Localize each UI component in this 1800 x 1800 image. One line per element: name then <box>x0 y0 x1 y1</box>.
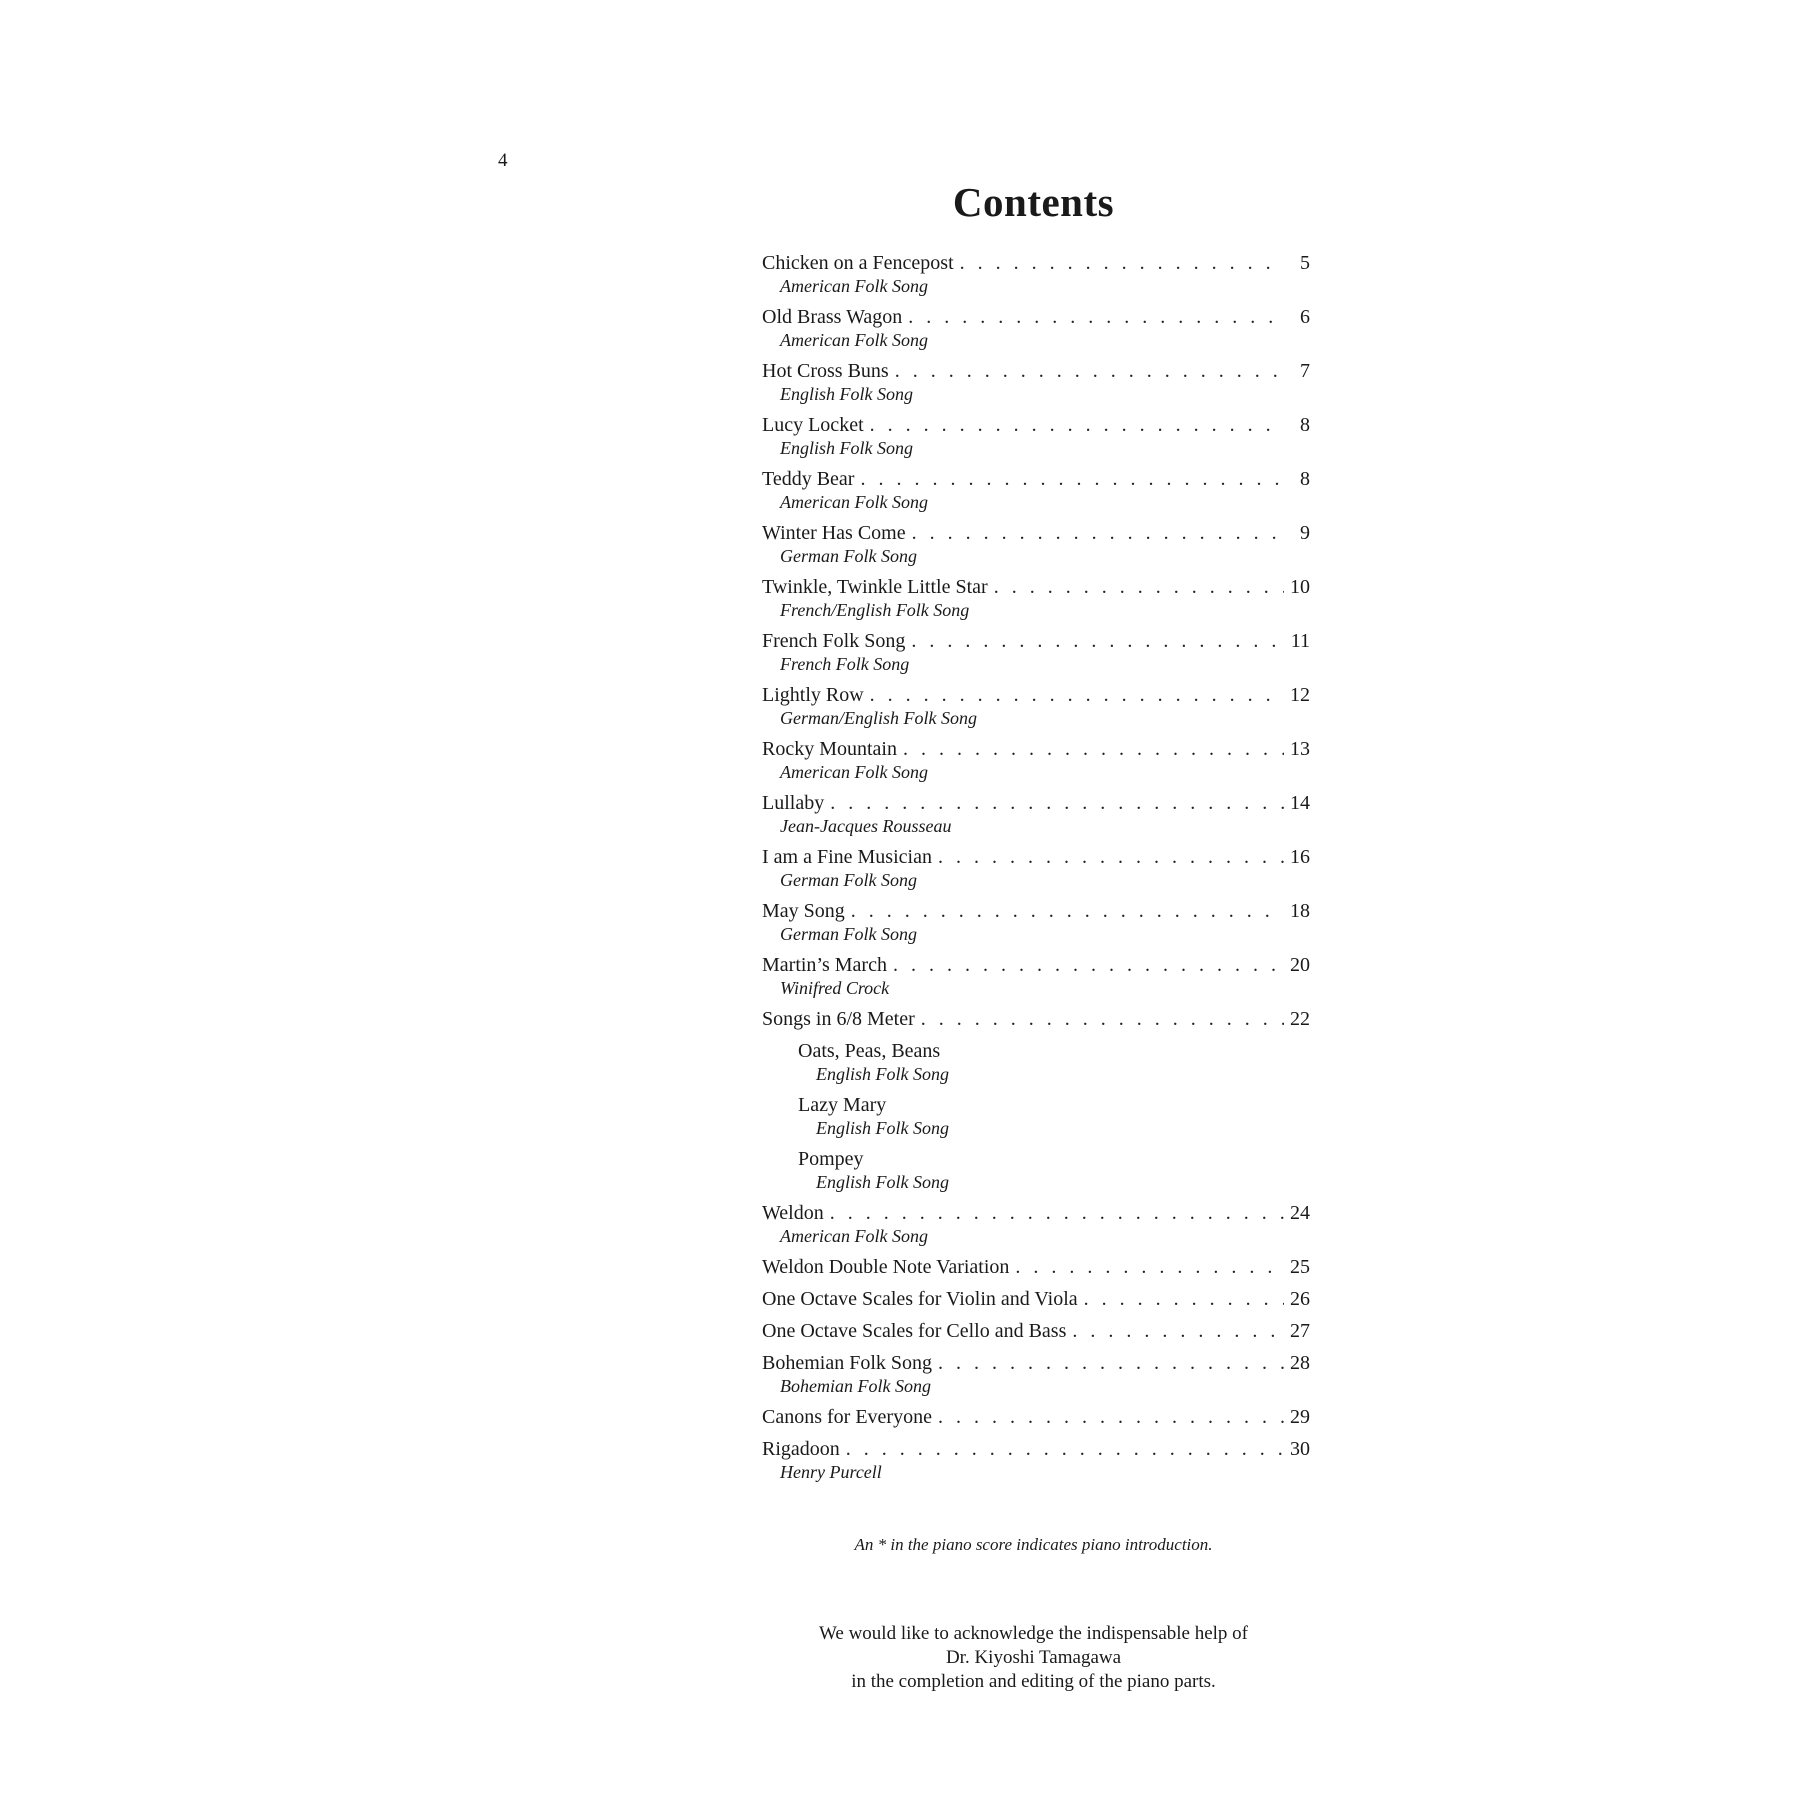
dot-leader <box>895 360 1284 383</box>
toc-entry-composer: English Folk Song <box>816 1064 949 1084</box>
dot-leader <box>893 954 1284 977</box>
toc-line <box>762 738 1310 761</box>
toc-entry-title: May Song <box>762 900 845 922</box>
page-number: 4 <box>498 150 508 171</box>
toc-sub-entry <box>762 1094 1310 1139</box>
toc-entry <box>762 360 1310 405</box>
toc-entry <box>762 1320 1310 1343</box>
dot-leader <box>860 468 1284 491</box>
toc-entry <box>762 1288 1310 1311</box>
toc-entry-page: 16 <box>1290 846 1310 868</box>
acknowledgement-line-2: Dr. Kiyoshi Tamagawa <box>945 1647 1122 1668</box>
table-of-contents <box>762 252 1310 1492</box>
toc-entry-title: Lazy Mary <box>798 1094 887 1116</box>
toc-entry-title: I am a Fine Musician <box>762 846 932 868</box>
toc-entry-page: 6 <box>1300 306 1310 328</box>
toc-entry-composer: English Folk Song <box>780 384 913 404</box>
toc-entry-title: Teddy Bear <box>762 468 855 490</box>
toc-entry-page: 7 <box>1300 360 1310 382</box>
dot-leader <box>938 846 1284 869</box>
toc-entry-composer: English Folk Song <box>816 1118 949 1138</box>
toc-entry <box>762 1352 1310 1397</box>
toc-entry <box>762 468 1310 513</box>
toc-entry <box>762 684 1310 729</box>
toc-entry-composer: Henry Purcell <box>780 1462 882 1482</box>
dot-leader <box>846 1438 1284 1461</box>
toc-entry-page: 30 <box>1290 1438 1310 1460</box>
toc-entry-title: Winter Has Come <box>762 522 906 544</box>
dot-leader <box>938 1406 1284 1429</box>
dot-leader <box>830 792 1284 815</box>
toc-line <box>762 630 1310 653</box>
dot-leader <box>994 576 1284 599</box>
toc-entry-title: One Octave Scales for Cello and Bass <box>762 1320 1067 1342</box>
toc-entry-title: Old Brass Wagon <box>762 306 903 328</box>
toc-entry-page: 12 <box>1290 684 1310 706</box>
dot-leader <box>911 630 1284 653</box>
dot-leader <box>1015 1256 1284 1279</box>
dot-leader <box>908 306 1284 329</box>
toc-entry-title: Bohemian Folk Song <box>762 1352 933 1374</box>
toc-entry-composer: German Folk Song <box>780 546 917 566</box>
toc-line <box>762 846 1310 869</box>
toc-entry <box>762 792 1310 837</box>
dot-leader <box>1084 1288 1284 1311</box>
toc-entry-page: 20 <box>1290 954 1310 976</box>
toc-entry <box>762 1406 1310 1429</box>
toc-entry-page: 28 <box>1290 1352 1310 1374</box>
toc-entry <box>762 738 1310 783</box>
toc-line <box>762 306 1310 329</box>
toc-line <box>798 1040 1310 1063</box>
toc-line <box>762 900 1310 923</box>
toc-entry-composer: American Folk Song <box>780 762 928 782</box>
toc-line <box>762 792 1310 815</box>
acknowledgement-line-3: in the completion and editing of the piano parts. <box>851 1671 1216 1692</box>
toc-line <box>762 522 1310 545</box>
toc-entry-title: French Folk Song <box>762 630 906 652</box>
toc-entry-composer: English Folk Song <box>816 1172 949 1192</box>
toc-entry-page: 10 <box>1290 576 1310 598</box>
dot-leader <box>830 1202 1284 1225</box>
toc-sub-entry <box>762 1148 1310 1193</box>
toc-entry-composer: Winifred Crock <box>780 978 890 998</box>
toc-entry-page: 24 <box>1290 1202 1310 1224</box>
toc-entry <box>762 1256 1310 1279</box>
toc-entry-composer: Jean-Jacques Rousseau <box>780 816 952 836</box>
toc-entry-composer: American Folk Song <box>780 492 928 512</box>
toc-entry-page: 27 <box>1290 1320 1310 1342</box>
toc-entry-composer: French Folk Song <box>780 654 910 674</box>
dot-leader <box>912 522 1284 545</box>
dot-leader <box>921 1008 1284 1031</box>
toc-entry-title: Pompey <box>798 1148 864 1170</box>
toc-line <box>762 1202 1310 1225</box>
toc-entry <box>762 1438 1310 1483</box>
toc-entry-page: 14 <box>1290 792 1310 814</box>
toc-entry-page: 13 <box>1290 738 1310 760</box>
toc-line <box>762 1008 1310 1031</box>
toc-entry-title: Weldon Double Note Variation <box>762 1256 1010 1278</box>
toc-entry <box>762 1202 1310 1247</box>
toc-line <box>762 1320 1310 1343</box>
toc-entry-page: 29 <box>1290 1406 1310 1428</box>
toc-entry <box>762 846 1310 891</box>
page-title: Contents <box>952 179 1115 225</box>
toc-entry <box>762 252 1310 297</box>
toc-entry-composer: English Folk Song <box>780 438 913 458</box>
toc-line <box>762 414 1310 437</box>
toc-entry-page: 8 <box>1300 468 1310 490</box>
toc-entry-title: Songs in 6/8 Meter <box>762 1008 915 1030</box>
toc-entry-composer: French/English Folk Song <box>780 600 970 620</box>
toc-entry-title: Lightly Row <box>762 684 864 706</box>
toc-line <box>762 1352 1310 1375</box>
toc-entry <box>762 630 1310 675</box>
toc-entry-title: Martin’s March <box>762 954 887 976</box>
toc-entry-title: Hot Cross Buns <box>762 360 889 382</box>
toc-line <box>762 252 1310 275</box>
acknowledgement-line-1: We would like to acknowledge the indispensable help of <box>818 1623 1249 1644</box>
toc-line <box>762 468 1310 491</box>
toc-entry-page: 5 <box>1300 252 1310 274</box>
acknowledgement <box>0 1622 1800 1694</box>
toc-line <box>762 1406 1310 1429</box>
toc-entry-title: Lucy Locket <box>762 414 864 436</box>
toc-entry-title: One Octave Scales for Violin and Viola <box>762 1288 1078 1310</box>
toc-entry-composer: American Folk Song <box>780 330 928 350</box>
toc-line <box>762 954 1310 977</box>
toc-line <box>762 684 1310 707</box>
toc-entry <box>762 900 1310 945</box>
toc-entry-composer: German Folk Song <box>780 924 917 944</box>
toc-entry-page: 8 <box>1300 414 1310 436</box>
toc-line <box>762 1438 1310 1461</box>
toc-entry-page: 11 <box>1290 630 1310 652</box>
toc-entry <box>762 1008 1310 1031</box>
toc-entry-composer: American Folk Song <box>780 276 928 296</box>
toc-entry <box>762 954 1310 999</box>
toc-line <box>762 360 1310 383</box>
toc-entry-composer: German/English Folk Song <box>780 708 977 728</box>
toc-entry-page: 25 <box>1290 1256 1310 1278</box>
toc-entry-page: 9 <box>1300 522 1310 544</box>
toc-sub-entry <box>762 1040 1310 1085</box>
toc-entry-title: Oats, Peas, Beans <box>798 1040 941 1062</box>
toc-entry-title: Chicken on a Fencepost <box>762 252 954 274</box>
toc-entry-title: Rocky Mountain <box>762 738 897 760</box>
toc-entry-page: 22 <box>1290 1008 1310 1030</box>
toc-entry-title: Canons for Everyone <box>762 1406 932 1428</box>
toc-entry-title: Weldon <box>762 1202 824 1224</box>
toc-line <box>798 1148 1310 1171</box>
footnote: An * in the piano score indicates piano introduction. <box>854 1535 1213 1554</box>
dot-leader <box>938 1352 1284 1375</box>
toc-entry-title: Rigadoon <box>762 1438 840 1460</box>
toc-line <box>762 1256 1310 1279</box>
toc-entry-composer: American Folk Song <box>780 1226 928 1246</box>
dot-leader <box>903 738 1284 761</box>
dot-leader <box>870 414 1284 437</box>
dot-leader <box>851 900 1284 923</box>
toc-entry-page: 18 <box>1290 900 1310 922</box>
toc-entry-page: 26 <box>1290 1288 1310 1310</box>
toc-entry-title: Lullaby <box>762 792 825 814</box>
toc-line <box>798 1094 1310 1117</box>
toc-entry <box>762 414 1310 459</box>
dot-leader <box>870 684 1284 707</box>
dot-leader <box>1072 1320 1284 1343</box>
toc-entry-title: Twinkle, Twinkle Little Star <box>762 576 988 598</box>
toc-entry <box>762 306 1310 351</box>
toc-entry <box>762 522 1310 567</box>
toc-entry-composer: Bohemian Folk Song <box>780 1376 931 1396</box>
dot-leader <box>960 252 1284 275</box>
toc-line <box>762 1288 1310 1311</box>
toc-line <box>762 576 1310 599</box>
toc-entry <box>762 576 1310 621</box>
toc-entry-composer: German Folk Song <box>780 870 917 890</box>
